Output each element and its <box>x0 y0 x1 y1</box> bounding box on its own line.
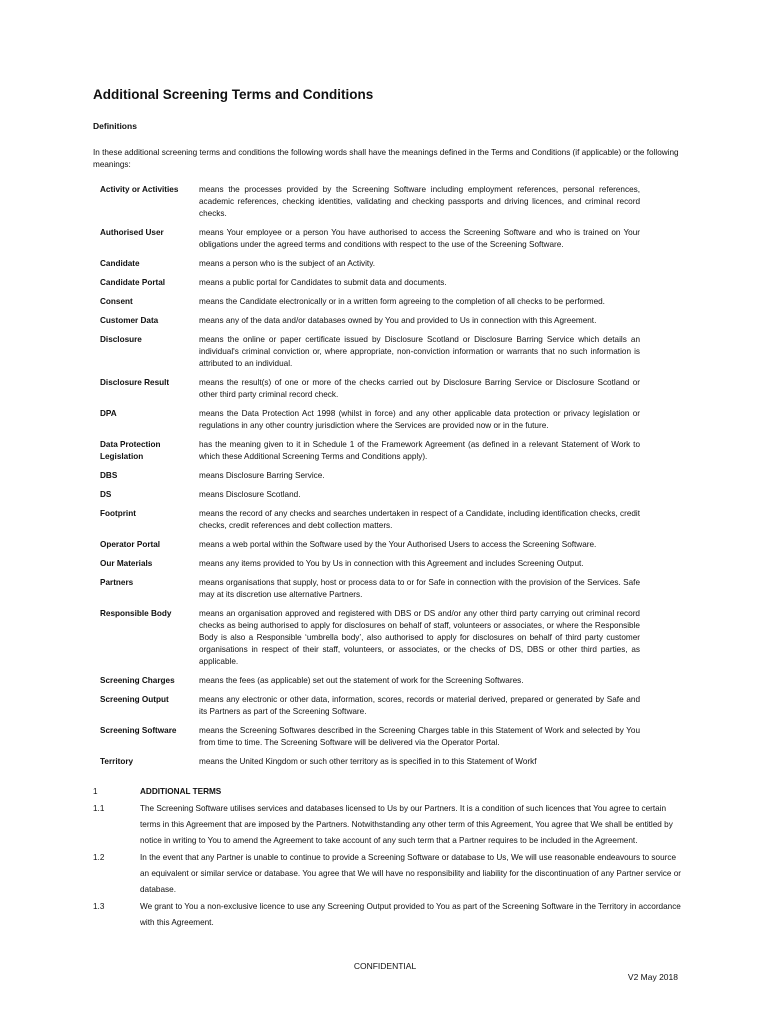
definition-term: Territory <box>100 757 134 766</box>
definition-row <box>100 756 640 768</box>
definition-meaning: has the meaning given to it in Schedule 1 of the Framework Agreement (as defined in a relevant Statement of Work to which these Additional Screening Terms and Conditions apply). <box>199 440 640 461</box>
definition-term: Screening Output <box>100 695 169 704</box>
section-number: 1 <box>93 787 98 796</box>
definition-meaning: means any items provided to You by Us in connection with this Agreement and includes Screening Output. <box>199 559 584 568</box>
definition-term: DS <box>100 490 112 499</box>
definition-row <box>100 675 640 687</box>
definition-term: Activity or Activities <box>100 185 179 194</box>
definition-term: Disclosure Result <box>100 378 170 387</box>
definition-row <box>100 377 640 401</box>
definition-meaning: means a web portal within the Software used by the Your Authorised Users to access the Screening Software. <box>199 540 597 549</box>
definition-meaning: means organisations that supply, host or process data to or for Safe in connection with the provision of the Services. Safe may at its discretion use alternative Partners. <box>199 578 640 599</box>
definition-meaning: means the record of any checks and searches undertaken in respect of a Candidate, including identification checks, credit checks, credit references and debt collection matters. <box>199 509 641 530</box>
definition-row <box>100 577 640 601</box>
definition-row <box>100 558 640 570</box>
definition-meaning: means a public portal for Candidates to submit data and documents. <box>199 278 447 287</box>
definition-meaning: means the fees (as applicable) set out the statement of work for the Screening Softwares. <box>199 676 524 685</box>
definition-term: DPA <box>100 409 117 418</box>
definition-row <box>100 539 640 551</box>
clause-row <box>93 899 683 931</box>
definition-term: Consent <box>100 297 133 306</box>
definition-term: Our Materials <box>100 559 153 568</box>
definition-row <box>100 277 640 289</box>
clause-number: 1.2 <box>93 853 105 862</box>
definition-row <box>100 489 640 501</box>
clause-number: 1.1 <box>93 804 105 813</box>
definition-row <box>100 470 640 482</box>
additional-terms-section <box>93 784 683 931</box>
definition-meaning: means any of the data and/or databases owned by You and provided to Us in connection with this Agreement. <box>199 316 597 325</box>
definition-row <box>100 439 640 463</box>
clause-row <box>93 850 683 898</box>
definition-row <box>100 694 640 718</box>
definition-term: Candidate <box>100 259 140 268</box>
definition-meaning: means a person who is the subject of an Activity. <box>199 259 375 268</box>
definition-meaning: means Disclosure Scotland. <box>199 490 301 499</box>
section-heading-row <box>93 784 683 800</box>
definition-meaning: means the Screening Softwares described in the Screening Charges table in this Statement of Work and selected by You from time to time. The Screening Software will be delivered via the Operator Portal. <box>199 726 640 747</box>
definition-meaning: means the Candidate electronically or in a written form agreeing to the completion of all checks to be performed. <box>199 297 605 306</box>
clause-row <box>93 801 683 849</box>
definition-meaning: means the processes provided by the Screening Software including employment references, personal references, academic references, checking identities, validating and checking passports and driving licences, and criminal record checks. <box>199 185 640 218</box>
clause-text: The Screening Software utilises services and databases licensed to Us by our Partners. It is a condition of such licences that You agree to certain terms in this Agreement that are imposed by the Partners. Notwithstanding any other term of this Agreement, You agree that We shall be entitled by notice in writing to You to amend the Agreement to take account of any such term that a Partner requires to be included in the Agreement. <box>140 804 673 845</box>
definition-row <box>100 408 640 432</box>
definition-row <box>100 725 640 749</box>
definition-term: Footprint <box>100 509 136 518</box>
definition-meaning: means an organisation approved and registered with DBS or DS and/or any other third party carrying out criminal record checks as being authorised to apply for disclosures on behalf of staff, volunteers or associates, or where the Responsible Body is also a Responsible ‘umbrella body’, also authorised to apply for disclosures on behalf of third party customer organisations in respect of their staff, volunteers, or associates, or the checks of DS, DBS or other third parties, as applicable. <box>199 609 640 666</box>
definition-meaning: means any electronic or other data, information, scores, records or material derived, prepared or generated by Safe and its Partners as part of the Screening Software. <box>199 695 640 716</box>
definition-row <box>100 184 640 220</box>
definition-row <box>100 608 640 668</box>
definition-meaning: means the online or paper certificate issued by Disclosure Scotland or Disclosure Barring Service which details an individual's criminal conviction or, where appropriate, non-conviction information or warrants that no such information is attributed to an individual. <box>199 335 640 368</box>
definition-term: Authorised User <box>100 228 164 237</box>
clause-text: We grant to You a non-exclusive licence to use any Screening Output provided to You as part of the Screening Software in the Territory in accordance with this Agreement. <box>140 902 681 927</box>
definition-term: Data Protection Legislation <box>100 440 161 461</box>
document-title: Additional Screening Terms and Conditions <box>93 87 374 102</box>
definition-meaning: means the result(s) of one or more of the checks carried out by Disclosure Barring Service or Disclosure Scotland or other third party criminal record check. <box>199 378 640 399</box>
definition-row <box>100 227 640 251</box>
clause-text: In the event that any Partner is unable to continue to provide a Screening Software or database to Us, We will use reasonable endeavours to source an equivalent or similar service or database. You agree that We will have no responsibility and liability for the discontinuation of any Partner service or database. <box>140 853 681 894</box>
definition-meaning: means the Data Protection Act 1998 (whilst in force) and any other applicable data protection or privacy legislation or regulations in any other country jurisdiction where the Services are provided now or in the future. <box>199 409 640 430</box>
definition-term: Screening Charges <box>100 676 175 685</box>
definition-meaning: means Disclosure Barring Service. <box>199 471 325 480</box>
confidential-label: CONFIDENTIAL <box>353 961 417 971</box>
definition-row <box>100 315 640 327</box>
version-label: V2 May 2018 <box>627 972 678 982</box>
definitions-heading: Definitions <box>93 121 137 131</box>
intro-paragraph: In these additional screening terms and conditions the following words shall have the meanings defined in the Terms and Conditions (if applicable) or the following meanings: <box>93 148 679 169</box>
section-heading: ADDITIONAL TERMS <box>140 787 222 796</box>
definition-meaning: means the United Kingdom or such other territory as is specified in to this Statement of Workf <box>199 757 537 766</box>
definition-row <box>100 296 640 308</box>
clause-number: 1.3 <box>93 902 105 911</box>
definition-row <box>100 258 640 270</box>
definitions-list <box>100 184 640 775</box>
definition-row <box>100 334 640 370</box>
definition-term: Responsible Body <box>100 609 172 618</box>
definition-term: DBS <box>100 471 118 480</box>
definition-term: Screening Software <box>100 726 177 735</box>
definition-term: Customer Data <box>100 316 159 325</box>
definition-term: Candidate Portal <box>100 278 166 287</box>
definition-term: Disclosure <box>100 335 142 344</box>
definition-term: Partners <box>100 578 134 587</box>
definition-row <box>100 508 640 532</box>
definition-meaning: means Your employee or a person You have authorised to access the Screening Software and who is trained on Your obligations under the agreed terms and conditions with respect to the use of the Screening Software. <box>199 228 640 249</box>
definition-term: Operator Portal <box>100 540 161 549</box>
